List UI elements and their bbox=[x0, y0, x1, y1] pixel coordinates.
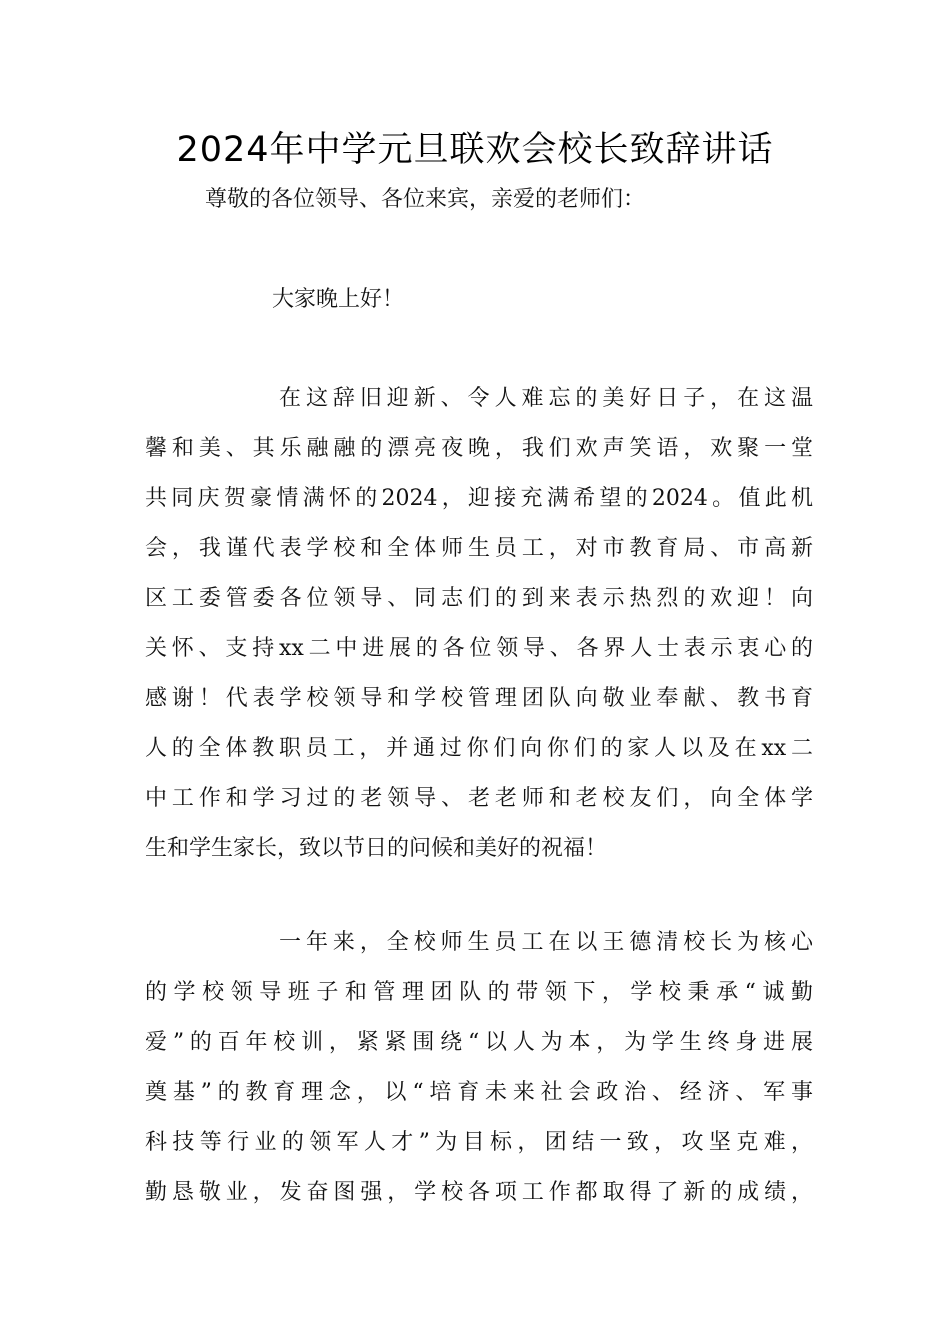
paragraph-line: 人的全体教职员工，并通过你们向你们的家人以及在xx二 bbox=[145, 736, 813, 761]
paragraph-line: 会，我谨代表学校和全体师生员工，对市教育局、市高新 bbox=[145, 536, 813, 561]
paragraph-line: 的学校领导班子和管理团队的带领下，学校秉承“诚勤 bbox=[145, 980, 813, 1005]
paragraph-line: 科技等行业的领军人才”为目标，团结一致，攻坚克难， bbox=[145, 1130, 813, 1155]
paragraph-line: 感谢！代表学校领导和学校管理团队向敬业奉献、教书育 bbox=[145, 686, 813, 711]
paragraph-line: 勤恳敬业，发奋图强，学校各项工作都取得了新的成绩， bbox=[145, 1180, 813, 1205]
salutation: 尊敬的各位领导、各位来宾，亲爱的老师们： bbox=[205, 187, 646, 212]
greeting: 大家晚上好！ bbox=[272, 287, 405, 312]
paragraph-line: 一年来，全校师生员工在以王德清校长为核心 bbox=[279, 930, 813, 955]
paragraph-line: 在这辞旧迎新、令人难忘的美好日子，在这温 bbox=[279, 386, 813, 411]
paragraph-line: 共同庆贺豪情满怀的2024，迎接充满希望的2024。值此机 bbox=[145, 486, 813, 511]
paragraph-year-review bbox=[145, 918, 813, 1218]
paragraph-line: 生和学生家长，致以节日的问候和美好的祝福！ bbox=[145, 836, 608, 861]
paragraph-line: 馨和美、其乐融融的漂亮夜晚，我们欢声笑语，欢聚一堂 bbox=[145, 436, 813, 461]
paragraph-line: 中工作和学习过的老领导、老老师和老校友们，向全体学 bbox=[145, 786, 813, 811]
paragraph-line: 奠基”的教育理念，以“培育未来社会政治、经济、军事 bbox=[145, 1080, 813, 1105]
paragraph-line: 爱”的百年校训，紧紧围绕“以人为本，为学生终身进展 bbox=[145, 1030, 813, 1055]
paragraph-line: 区工委管委各位领导、同志们的到来表示热烈的欢迎！向 bbox=[145, 586, 813, 611]
paragraph-line: 关怀、支持xx二中进展的各位领导、各界人士表示衷心的 bbox=[145, 636, 813, 661]
document-title: 2024年中学元旦联欢会校长致辞讲话 bbox=[176, 130, 774, 170]
paragraph-opening bbox=[145, 374, 813, 874]
